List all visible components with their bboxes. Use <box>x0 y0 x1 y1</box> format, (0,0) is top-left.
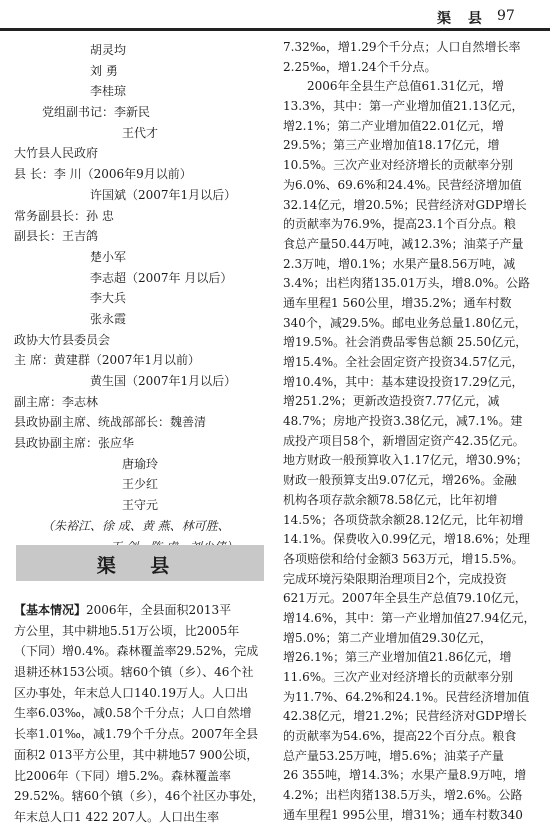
paragraph-line: 成投产项目58个，新增固定资产42.35亿元。 <box>283 433 525 448</box>
member-line: 胡灵均 <box>90 43 127 57</box>
paragraph-line: 机构各项存款余额78.58亿元，比年初增 <box>283 492 498 507</box>
paragraph-line: 退耕还林153公顷。辖60个镇（乡）、46个社 <box>14 665 254 680</box>
member-line: 副主席：李志林 <box>14 394 99 409</box>
member-line: 县政协副主席：张应华 <box>14 436 135 451</box>
paragraph-line: 2006年全县生产总值61.31亿元，增 <box>307 79 504 94</box>
member-line: 县政协副主席、统战部部长：魏善清 <box>14 415 207 430</box>
paragraph-line: 的贡献率为76.9%，提高23.1个百分点。粮 <box>283 217 516 232</box>
paragraph-line: 区办事处，年末总人口140.19万人。人口出 <box>14 685 248 700</box>
paragraph-line: 增251.2%；更新改造投资7.77亿元，减 <box>283 394 500 409</box>
paragraph-text: 2006年，全县面积2013平 <box>86 603 232 617</box>
member-line: 主 席：黄建群（2007年1月以前） <box>14 353 200 368</box>
paragraph-line: 增15.4%。全社会固定资产投资34.57亿元， <box>283 355 524 369</box>
paragraph-line: 面积2 013平方公里，其中耕地57 900公顷， <box>14 747 259 762</box>
paragraph-line: 各项赔偿和给付金额3 563万元，增15.5%。 <box>283 551 524 566</box>
paragraph-line: 3.4%；出栏肉猪135.01万头，增8.0%。公路 <box>283 276 530 291</box>
header-rule <box>0 28 550 31</box>
paragraph-line: 年末总人口1 422 207人。人口出生率 <box>14 809 220 824</box>
paragraph-line: 比2006年（下同）增5.2%。森林覆盖率 <box>14 768 232 783</box>
paragraph-line: 29.52%。辖60个镇（乡），46个社区办事处， <box>14 789 265 804</box>
left-column <box>14 40 271 557</box>
org-heading: 大竹县人民政府 <box>14 146 99 161</box>
page-header <box>0 0 550 30</box>
member-line: 李桂琼 <box>90 84 127 99</box>
paragraph-line: 为11.7%、64.2%和24.1%。民营经济增加值 <box>283 689 530 704</box>
paragraph-line <box>14 600 271 621</box>
member-line: 许国斌（2007年1月以后） <box>90 187 237 202</box>
member-line: 常务副县长：孙 忠 <box>14 208 114 223</box>
member-line: 王守元 <box>122 498 159 513</box>
paragraph-line: 增10.4%，其中：基本建设投资17.29亿元， <box>283 374 524 389</box>
paragraph-line: 13.3%，其中：第一产业增加值21.13亿元， <box>283 99 524 114</box>
paragraph-line: 2.3万吨，增0.1%；水果产量8.56万吨，减 <box>283 256 516 271</box>
basic-info-label: 【基本情况】 <box>14 603 87 617</box>
paragraph-line: 完成环境污染限期治理项目2个，完成投资 <box>283 571 507 586</box>
paragraph-line: 621万元。2007年全县生产总值79.10亿元， <box>283 591 527 606</box>
paragraph-line: 48.7%；房地产投资3.38亿元，减7.1%。建 <box>283 414 523 429</box>
paragraph-line: 增14.6%，其中：第一产业增加值27.94亿元， <box>283 610 536 625</box>
paragraph-line: 财政一般预算支出9.07亿元，增26%。金融 <box>283 473 517 488</box>
right-column <box>283 38 538 826</box>
paragraph-line: 32.14亿元，增20.5%；民营经济对GDP增长 <box>283 197 527 212</box>
org-heading: 政协大竹县委员会 <box>14 332 111 347</box>
paragraph-line: 10.5%。三次产业对经济增长的贡献率分别 <box>283 158 514 173</box>
paragraph-line: 340个，减29.5%。邮电业务总量1.80亿元， <box>283 315 527 330</box>
member-line: 副县长：王吉鸽 <box>14 229 99 244</box>
paragraph-line: 生率6.03‰，减0.58个千分点；人口自然增 <box>14 706 252 721</box>
page-number: 97 <box>497 8 515 24</box>
member-line: 党组副书记：李新民 <box>42 105 151 120</box>
member-line: 唐瑜玲 <box>122 456 159 471</box>
paragraph-line: 的贡献率为54.6%，提高22个百分点。粮食 <box>283 729 517 744</box>
paragraph-line: 为6.0%、69.6%和24.4%。民营经济增加值 <box>283 177 522 192</box>
paragraph-line: 通车里程1 995公里，增31%；通车村数340 <box>283 807 523 822</box>
paragraph-line: 地方财政一般预算收入1.17亿元，增30.9%； <box>283 453 528 468</box>
member-line: 王少红 <box>122 477 159 492</box>
paragraph-line: 方公里，其中耕地5.51万公顷，比2005年 <box>14 623 240 638</box>
member-list-note: （朱裕江、徐 成、黄 燕、林可胜、 <box>42 518 230 533</box>
paragraph-line: 增26.1%；第三产业增加值21.86亿元，增 <box>283 650 512 665</box>
paragraph-line: 4.2%；出栏肉猪138.5万头，增2.6%。公路 <box>283 788 523 803</box>
paragraph-line: 11.6%。三次产业对经济增长的贡献率分别 <box>283 670 514 684</box>
paragraph-line: 42.38亿元，增21.2%；民营经济对GDP增长 <box>283 709 527 724</box>
paragraph-line: 食总产量50.44万吨，减12.3%；油菜子产量 <box>283 236 524 251</box>
paragraph-line: （下同）增0.4%。森林覆盖率29.52%，完成 <box>14 644 259 659</box>
section-title: 渠 县 <box>96 555 184 577</box>
paragraph-line: 29.5%；第三产业增加值18.17亿元，增 <box>283 138 500 153</box>
paragraph-line: 总产量53.25万吨，增5.6%；油菜子产量 <box>283 748 504 763</box>
paragraph-line: 长率1.01‰，减1.79个千分点。2007年全县 <box>14 727 259 742</box>
paragraph-line: 14.1%。保费收入0.99亿元，增18.6%；处理 <box>283 532 530 547</box>
paragraph-line: 14.5%；各项贷款余额28.12亿元，比年初增 <box>283 512 524 527</box>
section-title-box <box>16 545 264 581</box>
paragraph-line: 7.32‰，增1.29个千分点；人口自然增长率 <box>283 40 521 54</box>
member-line: 刘 勇 <box>90 63 118 78</box>
paragraph-line: 增19.5%。社会消费品零售总额 25.50亿元， <box>283 335 528 350</box>
member-line: 楚小军 <box>90 249 127 264</box>
basic-info-section <box>14 600 271 828</box>
paragraph-line: 2.25‰，增1.24个千分点。 <box>283 59 437 74</box>
member-line: 黄生国（2007年1月以后） <box>90 374 237 388</box>
paragraph-line: 26 355吨，增14.3%；水果产量8.9万吨，增 <box>283 768 527 783</box>
member-line: 李大兵 <box>90 291 127 306</box>
member-line: 张永霞 <box>90 311 127 326</box>
running-section-title: 渠 县 <box>437 11 488 27</box>
member-line: 王代才 <box>122 125 159 140</box>
paragraph-line: 增5.0%；第二产业增加值29.30亿元， <box>283 630 492 645</box>
member-line: 县 长：李 川（2006年9月以前） <box>14 167 192 182</box>
member-line: 李志超（2007年 月以后） <box>90 270 233 285</box>
paragraph-line: 增2.1%；第二产业增加值22.01亿元，增 <box>283 118 504 133</box>
paragraph-line: 通车里程1 560公里，增35.2%；通车村数 <box>283 295 512 310</box>
